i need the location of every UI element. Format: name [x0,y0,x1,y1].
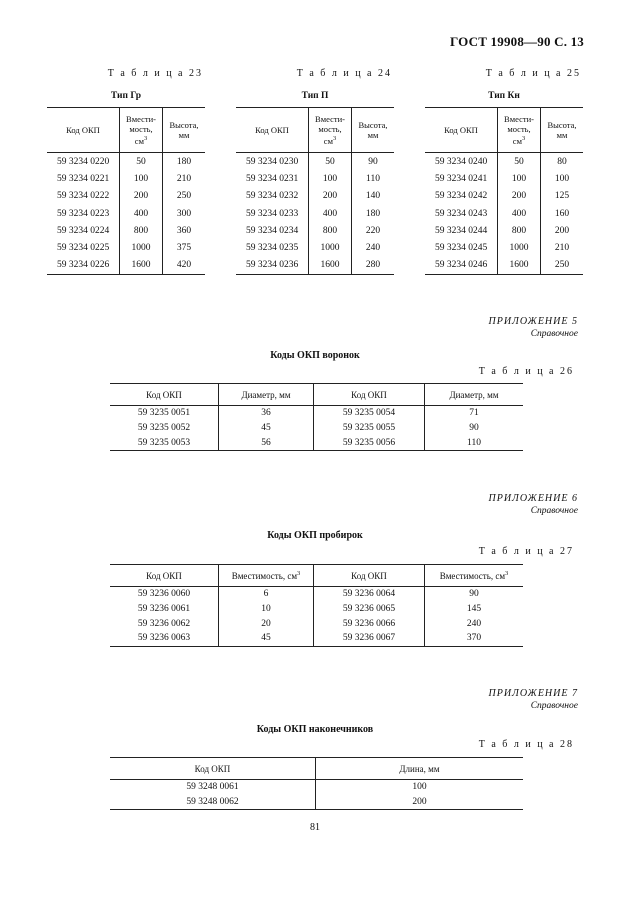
table-cell: 59 3234 0230 [246,156,299,167]
table-cell: 200 [120,188,163,205]
table-cell: 59 3236 0063 [137,633,191,644]
table-cell: 250 [163,188,206,205]
table-row [110,795,523,810]
table-cell: 220 [352,222,395,239]
table-row [236,205,394,222]
col-capacity-header: Вмести- мость, $см^3$ [498,108,541,153]
table-cell: 1000 [498,239,541,256]
col-code-header: Код ОКП [255,125,289,135]
table-cell: 20 [219,616,314,631]
table-row [47,257,205,275]
okp-table-28 [110,757,523,810]
appendix-5-label: ПРИЛОЖЕНИЕ 5 Справочное [488,316,578,339]
table-row [236,170,394,187]
table-cell: 100 [541,170,584,187]
table-row [236,188,394,205]
table-cell: 45 [219,421,314,436]
table-cell: 59 3234 0232 [246,191,299,202]
page-header: ГОСТ 19908—90 С. 13 [450,34,584,49]
col-height-header: Высота, мм [163,108,206,153]
table-cell: 90 [425,421,524,436]
table-25-block [425,68,583,275]
table-24-block [236,68,394,275]
table-cell: 59 3235 0052 [137,423,191,434]
table-row [425,153,583,171]
table-cell: 200 [541,222,584,239]
col-header: Код ОКП [194,763,231,774]
table-cell: 800 [120,222,163,239]
table-cell: 100 [316,780,524,795]
table-caption: Т а б л и ц а 23 [107,68,203,79]
table-cell: 210 [541,239,584,256]
table-cell: 59 3234 0222 [57,191,110,202]
table-cell: 59 3236 0061 [137,604,191,615]
table-cell: 110 [425,435,524,450]
section-title-funnels: Коды ОКП воронок [270,350,360,361]
table-cell: 90 [425,587,524,602]
table-caption: Т а б л и ц а 27 [478,546,574,557]
table-row [110,631,523,646]
table-row [425,170,583,187]
table-cell: 800 [498,222,541,239]
col-header: Вместимость, $см^3$ [219,565,314,587]
table-cell: 59 3234 0223 [57,208,110,219]
col-code-header: Код ОКП [444,125,478,135]
table-row [47,170,205,187]
table-row [110,421,523,436]
table-cell: 10 [219,602,314,617]
table-row [110,587,523,602]
table-cell: 180 [352,205,395,222]
table-type: Тип Гр [110,91,142,101]
col-header: Код ОКП [314,384,425,406]
table-cell: 145 [425,602,524,617]
table-cell: 59 3234 0235 [246,243,299,254]
table-row [425,239,583,256]
table-cell: 59 3235 0051 [137,408,191,419]
table-cell: 59 3234 0242 [435,191,488,202]
col-header: Вместимость, $см^3$ [425,565,524,587]
okp-table-24 [236,107,394,275]
table-cell: 59 3235 0054 [314,406,425,421]
table-cell: 59 3234 0231 [246,173,299,184]
table-cell: 100 [498,170,541,187]
table-cell: 80 [541,153,584,171]
table-cell: 160 [541,205,584,222]
table-cell: 59 3234 0244 [435,225,488,236]
table-cell: 375 [163,239,206,256]
table-cell: 50 [309,153,352,171]
table-type: Тип Кн [488,91,520,101]
table-cell: 1000 [120,239,163,256]
table-cell: 110 [352,170,395,187]
table-row [47,188,205,205]
table-cell: 420 [163,257,206,275]
table-cell: 1600 [498,257,541,275]
table-cell: 59 3234 0234 [246,225,299,236]
table-cell: 59 3236 0060 [137,589,191,600]
table-cell: 200 [316,795,524,810]
col-height-header: Высота, мм [541,108,584,153]
table-cell: 50 [120,153,163,171]
table-row [110,435,523,450]
col-header: Диаметр, мм [425,384,524,406]
table-cell: 45 [219,631,314,646]
table-cell: 800 [309,222,352,239]
appendix-6-label: ПРИЛОЖЕНИЕ 6 Справочное [488,493,578,516]
section-title-test-tubes: Коды ОКП пробирок [267,530,363,541]
table-row [425,222,583,239]
table-cell: 59 3234 0245 [435,243,488,254]
table-row [110,602,523,617]
table-cell: 1000 [309,239,352,256]
col-height-header: Высота, мм [352,108,395,153]
table-cell: 90 [352,153,395,171]
table-row [110,780,523,795]
table-caption: Т а б л и ц а 25 [485,68,581,79]
table-cell: 210 [163,170,206,187]
table-caption: Т а б л и ц а 24 [296,68,392,79]
table-cell: 125 [541,188,584,205]
table-row [47,153,205,171]
table-cell: 6 [219,587,314,602]
table-23-block [47,68,205,275]
table-cell: 1600 [309,257,352,275]
table-cell: 59 3235 0053 [137,437,191,448]
table-caption: Т а б л и ц а 26 [478,366,574,377]
table-cell: 59 3234 0220 [57,156,110,167]
table-cell: 59 3234 0240 [435,156,488,167]
table-cell: 59 3236 0062 [137,618,191,629]
okp-table-26 [110,383,523,451]
okp-table-25 [425,107,583,275]
okp-table-27 [110,564,523,647]
table-row [425,188,583,205]
table-row [425,257,583,275]
table-row [47,205,205,222]
table-cell: 59 3234 0226 [57,260,110,271]
table-cell: 300 [163,205,206,222]
col-header: Длина, мм [316,758,524,780]
table-cell: 400 [498,205,541,222]
table-cell: 100 [309,170,352,187]
table-cell: 50 [498,153,541,171]
table-cell: 240 [425,616,524,631]
table-cell: 36 [219,406,314,421]
section-title-tips: Коды ОКП наконечников [256,724,374,735]
table-cell: 59 3248 0061 [186,782,239,793]
table-cell: 59 3234 0225 [57,243,110,254]
col-header: Код ОКП [314,565,425,587]
col-code-header: Код ОКП [66,125,100,135]
table-cell: 370 [425,631,524,646]
table-row [425,205,583,222]
table-row [236,222,394,239]
col-capacity-header: Вмести- мость, $см^3$ [309,108,352,153]
table-row [47,222,205,239]
table-cell: 180 [163,153,206,171]
table-cell: 250 [541,257,584,275]
table-row [236,257,394,275]
table-cell: 59 3234 0236 [246,260,299,271]
table-cell: 59 3234 0233 [246,208,299,219]
table-row [110,406,523,421]
col-capacity-header: Вмести- мость, $см^3$ [120,108,163,153]
table-cell: 1600 [120,257,163,275]
table-caption: Т а б л и ц а 28 [478,739,574,750]
table-cell: 59 3236 0065 [314,602,425,617]
table-cell: 59 3236 0067 [314,631,425,646]
table-cell: 200 [309,188,352,205]
table-cell: 59 3234 0243 [435,208,488,219]
okp-table-23 [47,107,205,275]
table-cell: 59 3248 0062 [186,797,239,808]
table-cell: 280 [352,257,395,275]
table-cell: 240 [352,239,395,256]
table-cell: 59 3234 0246 [435,260,488,271]
table-cell: 71 [425,406,524,421]
table-cell: 59 3234 0241 [435,173,488,184]
appendix-7-label: ПРИЛОЖЕНИЕ 7 Справочное [488,688,578,711]
table-cell: 59 3236 0064 [314,587,425,602]
table-row [236,153,394,171]
col-header: Код ОКП [146,570,182,581]
table-cell: 200 [498,188,541,205]
table-cell: 56 [219,435,314,450]
table-cell: 100 [120,170,163,187]
table-cell: 59 3235 0055 [314,421,425,436]
table-cell: 59 3234 0224 [57,225,110,236]
table-cell: 59 3236 0066 [314,616,425,631]
table-row [47,239,205,256]
table-row [110,616,523,631]
table-cell: 400 [309,205,352,222]
table-type: Тип П [301,91,329,101]
col-header: Диаметр, мм [219,384,314,406]
table-cell: 59 3234 0221 [57,173,110,184]
table-row [236,239,394,256]
table-cell: 140 [352,188,395,205]
col-header: Код ОКП [146,389,182,400]
page-number: 81 [310,822,320,833]
table-cell: 360 [163,222,206,239]
table-cell: 59 3235 0056 [314,435,425,450]
table-cell: 400 [120,205,163,222]
